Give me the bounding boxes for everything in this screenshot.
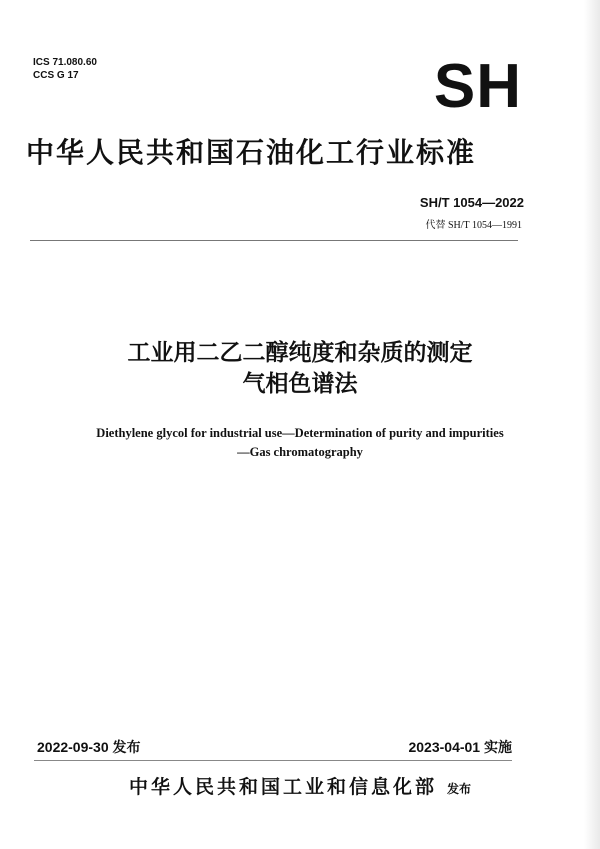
standard-category-logo: SH: [433, 52, 522, 121]
title-en-line-1: Diethylene glycol for industrial use—Determination of purity and impurities: [96, 426, 504, 440]
ics-code: ICS 71.080.60: [33, 57, 97, 68]
top-divider: [30, 240, 518, 241]
organization-title: 中华人民共和国石油化工行业标准: [26, 136, 477, 169]
classification-codes: [33, 56, 97, 82]
standard-number: SH/T 1054—2022: [419, 195, 524, 210]
replaces-standard: 代替 SH/T 1054—1991: [425, 220, 522, 231]
publisher: [0, 772, 600, 799]
bottom-divider: [34, 760, 512, 761]
title-cn-line-2: 气相色谱法: [242, 371, 358, 397]
publisher-label: 发布: [447, 782, 472, 796]
title-cn-line-1: 工业用二乙二醇纯度和杂质的测定: [127, 340, 473, 366]
implementation-date: 2023-04-01 实施: [408, 739, 512, 755]
issue-date: 2022-09-30 发布: [37, 739, 141, 755]
ccs-code: CCS G 17: [33, 70, 79, 81]
document-title-cn: [0, 338, 600, 400]
publisher-name: 中华人民共和国工业和信息化部: [128, 776, 437, 798]
document-title-en: [0, 424, 600, 462]
title-en-line-2: —Gas chromatography: [237, 445, 363, 459]
